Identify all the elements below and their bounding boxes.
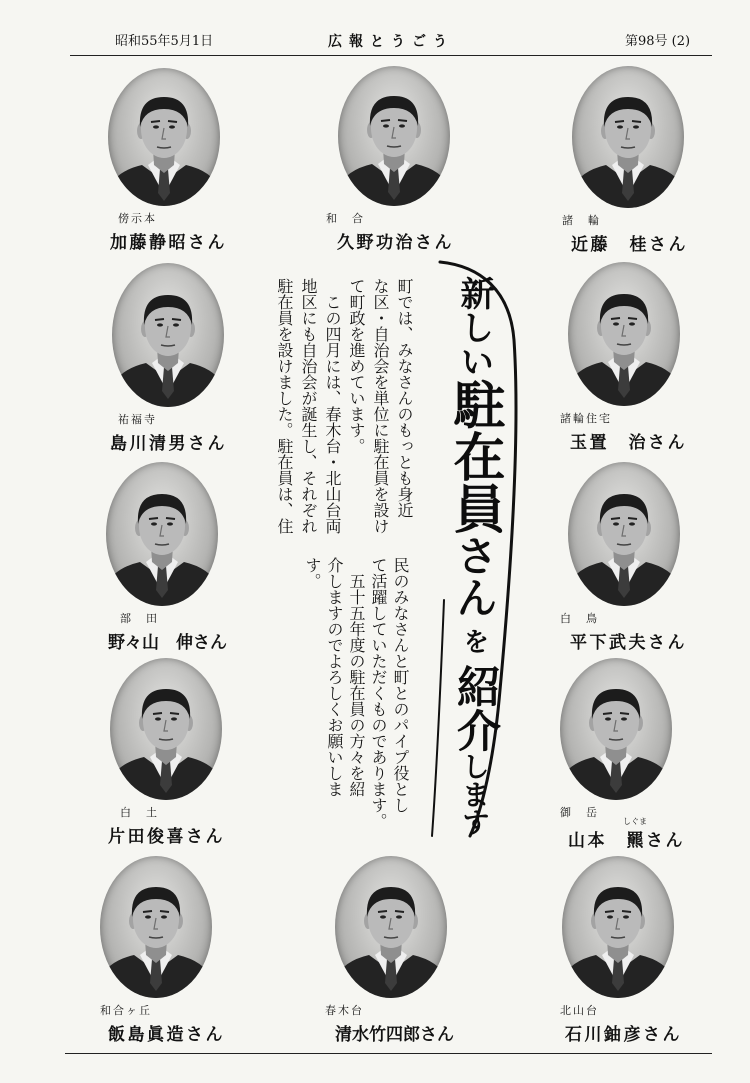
- district-label: 御 岳: [560, 806, 599, 819]
- eye: [617, 125, 623, 128]
- text-column: な区・自治会を単位に駐在員を設け: [371, 278, 390, 534]
- portrait-photo: [568, 462, 680, 606]
- header-rule: [70, 55, 712, 56]
- staff-name: 玉置 治さん: [570, 433, 687, 453]
- eyebrow: [170, 713, 179, 714]
- portrait-photo: [560, 658, 672, 800]
- portrait-silhouette: [338, 66, 450, 206]
- eye: [607, 915, 613, 918]
- eye: [613, 322, 619, 325]
- portrait-photo: [335, 856, 447, 998]
- eyebrow: [628, 318, 637, 319]
- staff-name: 野々山 伸さん: [108, 633, 227, 653]
- eyebrow: [632, 121, 641, 122]
- portrait-silhouette: [106, 462, 218, 606]
- staff-name: 石川鈾彦さん: [565, 1025, 682, 1045]
- portrait-photo: [106, 462, 218, 606]
- eyebrow: [605, 911, 614, 912]
- eyebrow: [611, 318, 620, 319]
- district-label: 白 土: [120, 806, 159, 819]
- headline-part: します: [458, 752, 491, 836]
- eye: [151, 522, 157, 525]
- text-column: この四月には、春木台・北山台両: [323, 278, 342, 534]
- portrait-silhouette: [335, 856, 447, 998]
- eyebrow: [172, 319, 181, 320]
- eye: [399, 124, 405, 127]
- portrait-silhouette: [568, 262, 680, 406]
- eyebrow: [615, 121, 624, 122]
- eye: [629, 322, 635, 325]
- publication-title: 広報とうごう: [328, 34, 454, 50]
- staff-name: 島川清男さん: [110, 434, 227, 454]
- text-column: 駐在員を設けました。駐在員は、住: [275, 278, 294, 534]
- article-body-upper: [272, 278, 416, 550]
- eye: [169, 125, 175, 128]
- staff-name: 山本 羆さん: [568, 831, 685, 851]
- eye: [380, 915, 386, 918]
- eye: [145, 915, 151, 918]
- eyebrow: [143, 911, 152, 912]
- eye: [173, 323, 179, 326]
- eye: [605, 717, 611, 720]
- text-column: 民のみなさんと町とのパイプ役とし: [391, 557, 410, 813]
- district-label: 春木台: [325, 1004, 364, 1017]
- text-column: て活躍していただくものであります。: [369, 557, 388, 829]
- eyebrow: [620, 713, 629, 714]
- text-column: 五十五年度の駐在員の方々を紹: [347, 557, 366, 797]
- portrait-silhouette: [568, 462, 680, 606]
- text-column: 町では、みなさんのもっとも身近: [395, 278, 414, 518]
- eye: [623, 915, 629, 918]
- portrait-silhouette: [562, 856, 674, 998]
- eye: [155, 717, 161, 720]
- eye: [396, 915, 402, 918]
- eye: [383, 124, 389, 127]
- staff-name: 久野功治さん: [337, 233, 454, 253]
- eyebrow: [155, 319, 164, 320]
- portrait-photo: [562, 856, 674, 998]
- district-label: 諸 輪: [562, 214, 601, 227]
- portrait-photo: [338, 66, 450, 206]
- portrait-silhouette: [572, 66, 684, 208]
- issue-date: 昭和55年5月1日: [115, 34, 214, 49]
- eyebrow: [398, 120, 407, 121]
- eye: [161, 915, 167, 918]
- text-column: 介しますのでよろしくお願いしま: [325, 557, 344, 797]
- brush-stroke-left: [432, 600, 444, 836]
- portrait-photo: [110, 658, 222, 800]
- article-body-lower: [301, 557, 411, 833]
- eyebrow: [151, 121, 160, 122]
- eye: [167, 522, 173, 525]
- eye: [621, 717, 627, 720]
- district-label: 部 田: [120, 612, 159, 625]
- article-headline: [444, 276, 504, 841]
- staff-name: 平下武夫さん: [570, 633, 687, 653]
- portrait-photo: [100, 856, 212, 998]
- footer-rule: [65, 1053, 712, 1054]
- portrait-photo: [108, 68, 220, 206]
- portrait-silhouette: [112, 263, 224, 407]
- eye: [153, 125, 159, 128]
- headline-part: さん: [450, 534, 499, 618]
- eye: [613, 522, 619, 525]
- district-label: 和合ヶ丘: [100, 1004, 152, 1017]
- name-ruby: しぐま: [623, 817, 647, 826]
- portrait-silhouette: [560, 658, 672, 800]
- eyebrow: [628, 518, 637, 519]
- portrait-photo: [572, 66, 684, 208]
- portrait-silhouette: [110, 658, 222, 800]
- eye: [157, 323, 163, 326]
- issue-number: 第98号 (2): [625, 34, 691, 49]
- staff-name: 近藤 桂さん: [571, 235, 688, 255]
- headline-part: 紹介: [449, 664, 500, 752]
- eyebrow: [153, 713, 162, 714]
- eyebrow: [611, 518, 620, 519]
- eye: [629, 522, 635, 525]
- portrait-silhouette: [108, 68, 220, 206]
- portrait-photo: [568, 262, 680, 406]
- eye: [633, 125, 639, 128]
- eyebrow: [381, 120, 390, 121]
- headline-particle: を: [459, 628, 489, 654]
- eyebrow: [168, 121, 177, 122]
- district-label: 和 合: [326, 212, 365, 225]
- eyebrow: [149, 518, 158, 519]
- eyebrow: [160, 911, 169, 912]
- district-label: 諸輪住宅: [560, 412, 612, 425]
- eye: [171, 717, 177, 720]
- staff-name: 清水竹四郎さん: [335, 1025, 454, 1045]
- district-label: 北山台: [560, 1004, 599, 1017]
- eyebrow: [603, 713, 612, 714]
- eyebrow: [166, 518, 175, 519]
- staff-name: 飯島眞造さん: [108, 1025, 225, 1045]
- district-label: 傍示本: [118, 212, 157, 225]
- district-label: 白 鳥: [560, 612, 599, 625]
- eyebrow: [378, 911, 387, 912]
- staff-name: 片田俊喜さん: [108, 827, 225, 847]
- text-column: て町政を進めています。: [347, 278, 366, 454]
- text-column: 地区にも自治会が誕生し、それぞれ: [299, 278, 318, 534]
- headline-part: 駐在員: [444, 378, 504, 534]
- text-column: す。: [303, 557, 322, 589]
- district-label: 祐福寺: [118, 413, 157, 426]
- eyebrow: [622, 911, 631, 912]
- eyebrow: [395, 911, 404, 912]
- portrait-photo: [112, 263, 224, 407]
- portrait-silhouette: [100, 856, 212, 998]
- headline-part: 新しい: [454, 276, 494, 378]
- staff-name: 加藤静昭さん: [110, 233, 227, 253]
